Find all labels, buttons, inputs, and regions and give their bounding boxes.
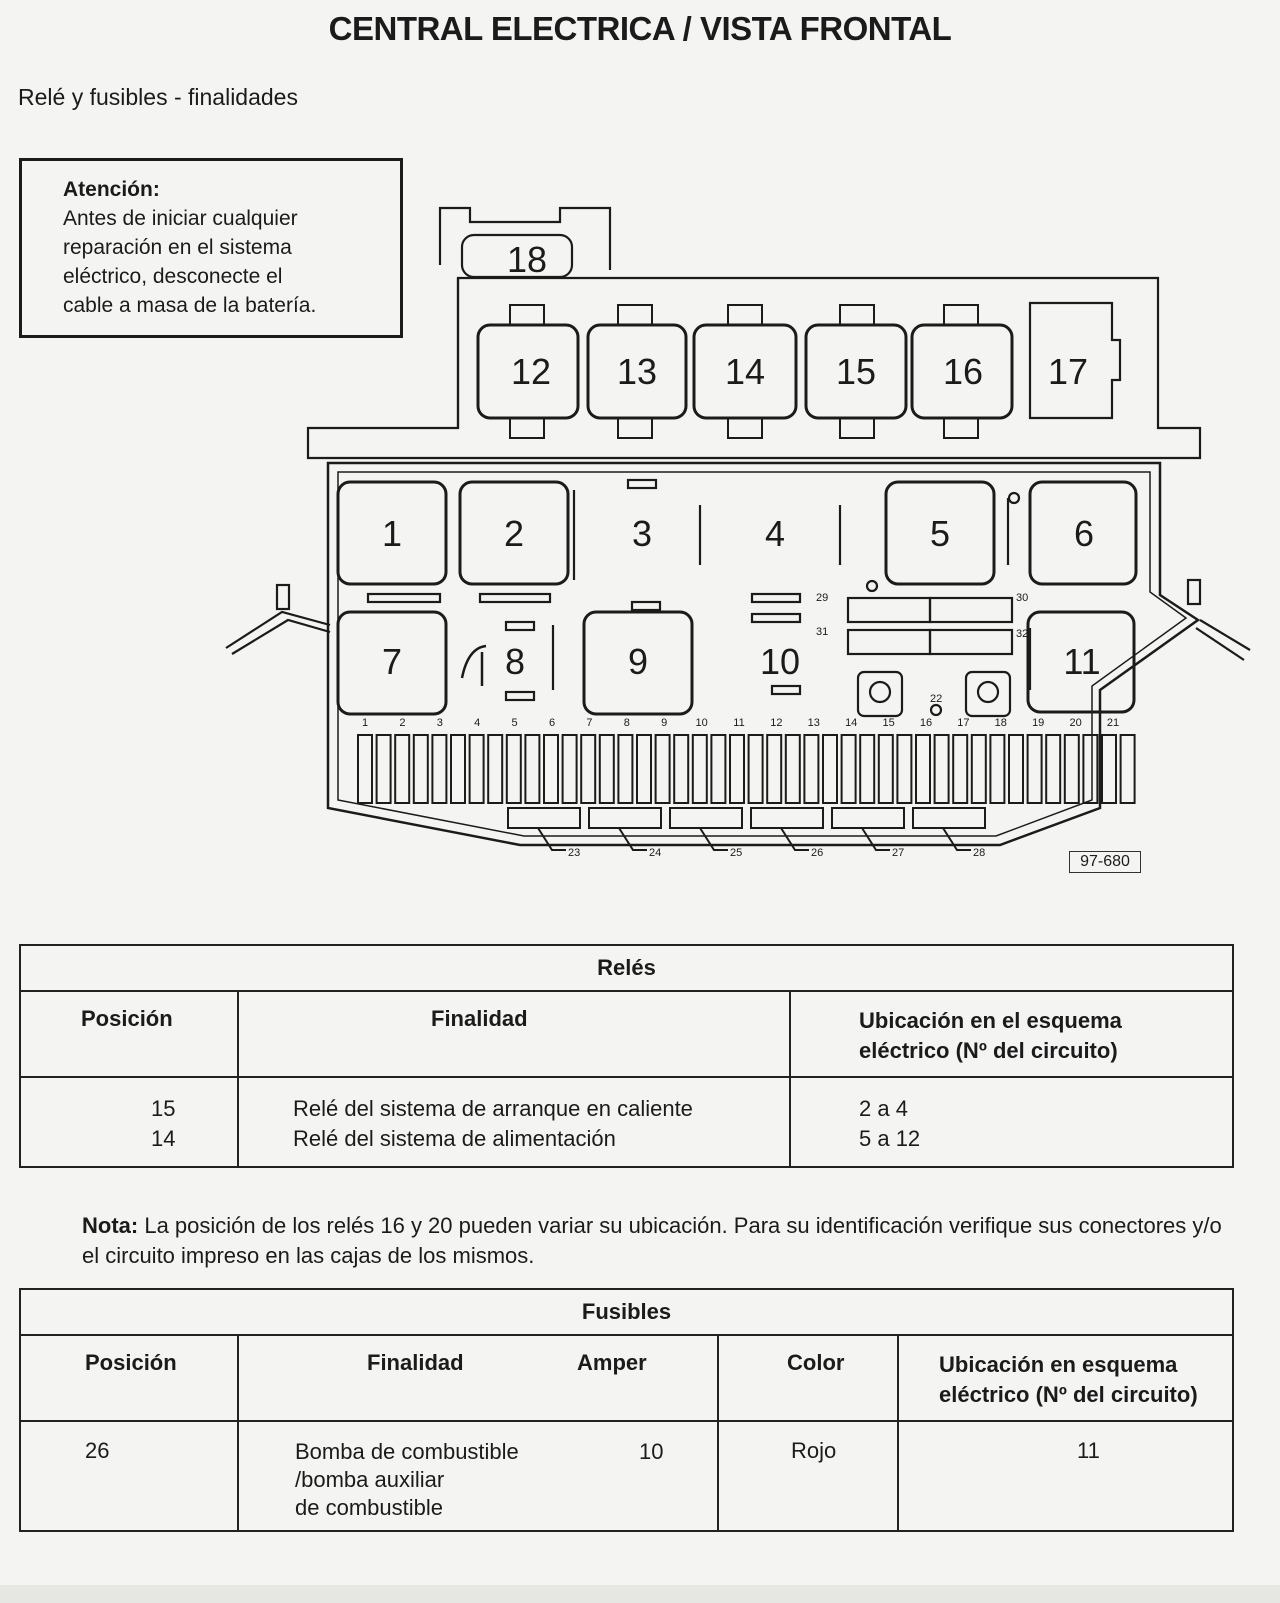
lower-fuse-leader [700,828,728,850]
lower-fuse [832,808,904,828]
warning-line: Antes de iniciar cualquier [63,207,298,230]
reles-col-finalidad [238,1077,790,1167]
lower-fuse-leader [781,828,809,850]
fuse-number: 14 [845,717,858,729]
reles-header-ubicacion-line1: Ubicación en el esquema [859,1008,1122,1033]
page-title: CENTRAL ELECTRICA / VISTA FRONTAL [328,10,952,47]
fuse-32-label: 32 [1016,628,1029,640]
warning-line: eléctrico, desconecte el [63,265,283,288]
relay-9-label: 9 [627,641,649,682]
lower-fuse-leader [862,828,890,850]
fuse-slot [432,735,446,803]
table-cell: Rojo [718,1421,898,1531]
fuse-slot [1083,735,1097,803]
table-cell: Relé del sistema de alimentación [293,1126,616,1151]
fuse-number: 12 [770,717,783,729]
relay-7-label: 7 [381,641,403,682]
lower-fuse-number: 24 [649,847,662,859]
fuse-number: 9 [661,717,668,729]
table-cell: 14 [151,1126,176,1151]
fuse-slot [749,735,763,803]
relay-5-label: 5 [929,513,951,554]
fuse-number: 3 [436,717,443,729]
fuse-slot [897,735,911,803]
fuse-slot [990,735,1004,803]
fuse-slot [377,735,391,803]
table-cell: de combustible [295,1495,443,1520]
relay-15-label: 15 [835,351,877,392]
relay-12-label: 12 [510,351,552,392]
fuse-slot [1102,735,1116,803]
relay-16-label: 16 [942,351,984,392]
relay-10-label: 10 [759,641,801,682]
fusibles-header-amper: Amper [577,1350,647,1375]
relay-1-label: 1 [381,513,403,554]
fuse-slot [470,735,484,803]
table-cell: 11 [898,1421,1233,1531]
reles-col-ubicacion [790,1077,1233,1167]
fuse-slot [507,735,521,803]
table-cell: 2 a 4 [859,1096,908,1121]
fuse-30-label: 30 [1016,592,1029,604]
fuse-number: 11 [733,717,745,729]
fuse-number: 4 [474,717,481,729]
fuse-slot [935,735,949,803]
warning-title: Atención: [63,178,160,201]
warning-line: cable a masa de la batería. [63,294,317,317]
fusibles-header-finalidad-amper [238,1335,718,1421]
page-subtitle: Relé y fusibles - finalidades [18,84,298,110]
relay-6-label: 6 [1073,513,1095,554]
fusibles-header-posicion: Posición [20,1335,238,1421]
lower-fuse-number: 25 [730,847,743,859]
fusibles-col-finalidad-amper [238,1421,718,1531]
fuse-31-label: 31 [816,626,829,638]
fuse-slot [730,735,744,803]
reles-table [19,944,1234,1168]
fuse-slot [767,735,781,803]
fuse-slot [953,735,967,803]
table-cell: 15 [151,1096,176,1121]
fuse-number: 13 [807,717,820,729]
fusibles-header-ubicacion-line1: Ubicación en esquema [939,1352,1178,1377]
fuse-number: 5 [511,717,518,729]
relay-18-label: 18 [506,239,548,280]
reles-header-ubicacion-line2: eléctrico (Nº del circuito) [859,1038,1118,1063]
table-cell: 26 [20,1421,238,1531]
fuse-number: 15 [882,717,895,729]
fuse-slot [786,735,800,803]
table-cell: Relé del sistema de arranque en caliente [293,1096,693,1121]
fuse-number: 2 [399,717,406,729]
fuse-slot [1028,735,1042,803]
fusibles-finalidad [295,1438,519,1522]
table-cell: Bomba de combustible [295,1439,519,1464]
fuse-slot [674,735,688,803]
relay-11-label: 11 [1063,641,1101,682]
fuse-slot [972,735,986,803]
fuse-slot [544,735,558,803]
lower-fuse [670,808,742,828]
fuse-number: 16 [919,717,933,729]
relay-14-label: 14 [724,351,766,392]
nota-label: Nota: [82,1213,139,1238]
fusibles-header-finalidad: Finalidad [367,1350,464,1375]
table-cell: 5 a 12 [859,1126,921,1151]
fuse-slot [656,735,670,803]
fuse-number: 8 [623,717,630,729]
lower-fuse-leader [538,828,566,850]
fusibles-header-ubicacion-line2: eléctrico (Nº del circuito) [939,1382,1198,1407]
fusibles-header-ubicacion [898,1335,1233,1421]
lower-fuse [589,808,661,828]
table-cell: /bomba auxiliar [295,1467,445,1492]
fuse-number: 10 [695,717,708,729]
lower-fuse-number: 28 [973,847,986,859]
fuse-slot [414,735,428,803]
nota-text [82,1211,1232,1271]
diagram-reference: 97-680 [1069,851,1141,873]
fuse-slot [618,735,632,803]
relay-4-label: 4 [764,513,786,554]
fuse-slot [358,735,372,803]
relay-8-label: 8 [504,641,526,682]
fuse-slot [525,735,539,803]
page-bottom-edge [0,1585,1280,1603]
fusibles-table [19,1288,1234,1532]
reles-header-finalidad: Finalidad [238,991,790,1077]
fuse-slot [637,735,651,803]
fuse-number: 20 [1069,717,1082,729]
lower-fuse-number: 23 [568,847,581,859]
fuse-number: 7 [586,717,593,729]
relay-3-label: 3 [631,513,653,554]
reles-caption: Relés [20,945,1233,991]
fuse-slot [1046,735,1060,803]
lower-fuse-leader [943,828,971,850]
relay-17-label: 17 [1047,351,1089,392]
lower-fuse [508,808,580,828]
fuse-slot [581,735,595,803]
lower-fuse-number: 26 [811,847,824,859]
fusibles-caption: Fusibles [20,1289,1233,1335]
fuse-22-label: 22 [930,693,943,705]
lower-fuse-leader [619,828,647,850]
fuse-slot [563,735,577,803]
warning-line: reparación en el sistema [63,236,292,259]
fuse-number: 1 [361,717,369,729]
fuse-29-label: 29 [816,592,829,604]
fuse-number: 6 [548,717,556,729]
fuse-slot [1009,735,1023,803]
fuse-slot [488,735,502,803]
lower-fuse [913,808,985,828]
warning-box [19,158,403,338]
lower-fuse [751,808,823,828]
fuse-number: 19 [1032,717,1045,729]
fuse-slot [451,735,465,803]
fusibles-header-color: Color [718,1335,898,1421]
fuse-slot [711,735,725,803]
fuse-slot [395,735,409,803]
fuse-slot [600,735,614,803]
fuse-slot [879,735,893,803]
relay-13-label: 13 [616,351,658,392]
fuse-slot [693,735,707,803]
fuse-slot [842,735,856,803]
lower-fuse-number: 27 [892,847,905,859]
reles-col-posicion [20,1077,238,1167]
fuse-slot [1121,735,1135,803]
fuse-slot [804,735,818,803]
fuse-slot [823,735,837,803]
reles-header-ubicacion [790,991,1233,1077]
nota-body: La posición de los relés 16 y 20 pueden variar su ubicación. Para su identificación verifique sus conectores y/o el circuito impreso en las cajas de los mismos. [82,1213,1222,1268]
fuse-number: 18 [994,717,1007,729]
fuse-slot [1065,735,1079,803]
fuse-slot [860,735,874,803]
table-cell: 10 [639,1439,664,1464]
fuse-number: 21 [1106,717,1120,729]
fuse-slot [916,735,930,803]
fuse-number: 17 [957,717,970,729]
relay-2-label: 2 [503,513,525,554]
reles-header-posicion: Posición [20,991,238,1077]
